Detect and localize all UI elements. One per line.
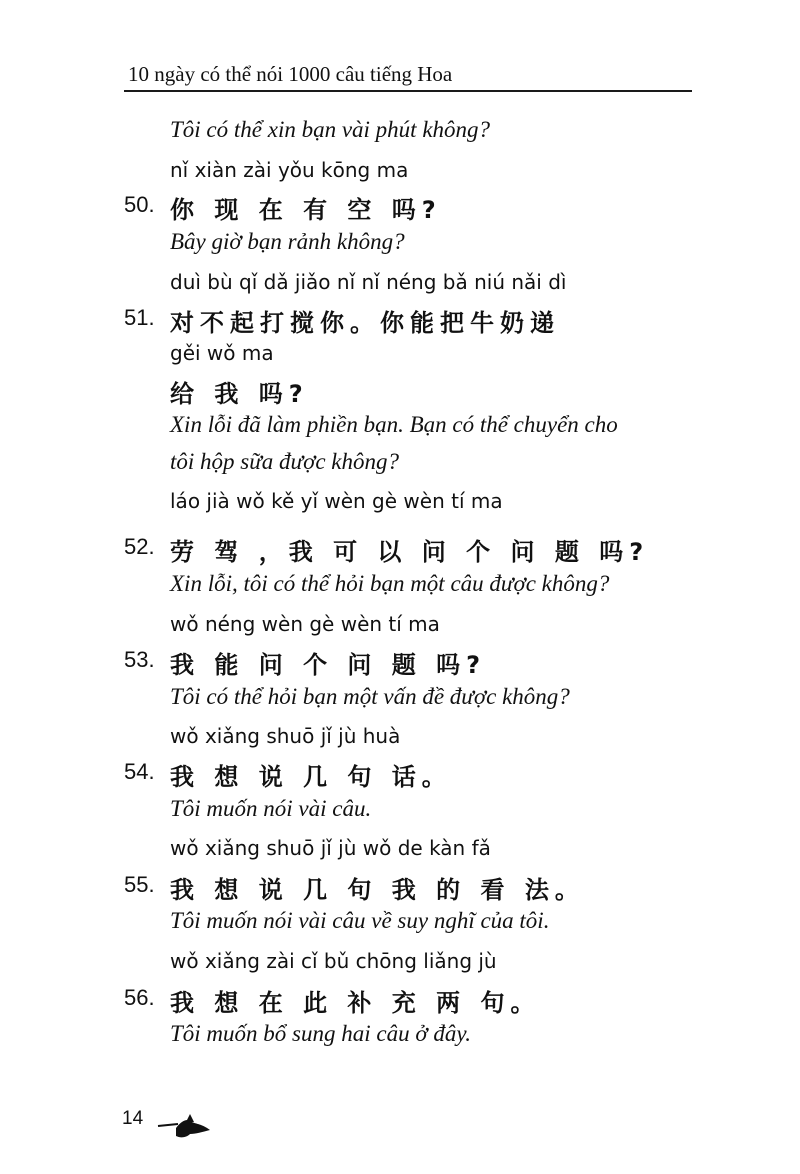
pinyin-line: wǒ xiǎng shuō jǐ jù huà xyxy=(170,724,401,748)
pinyin-line: wǒ néng wèn gè wèn tí ma xyxy=(170,612,440,636)
sentence-number: 54. xyxy=(124,759,155,784)
chinese-line: 我 想 说 几 句 我 的 看 法。 xyxy=(170,876,585,904)
sentence-number: 52. xyxy=(124,534,155,559)
vietnamese-line: Bây giờ bạn rảnh không? xyxy=(170,229,405,254)
header-rule xyxy=(124,90,692,92)
running-header: 10 ngày có thể nói 1000 câu tiếng Hoa xyxy=(128,62,453,86)
vietnamese-line: Tôi muốn nói vài câu. xyxy=(170,796,372,821)
chinese-line: 对不起打搅你。你能把牛奶递 xyxy=(170,309,560,337)
pinyin-line: láo jià wǒ kě yǐ wèn gè wèn tí ma xyxy=(170,489,503,513)
chinese-line: 我 想 说 几 句 话。 xyxy=(170,763,452,791)
sentence-number: 50. xyxy=(124,192,155,217)
vietnamese-line: Tôi có thể xin bạn vài phút không? xyxy=(170,117,491,142)
page-number: 14 xyxy=(122,1108,144,1129)
vietnamese-line: Tôi có thể hỏi bạn một vấn đề được không? xyxy=(170,684,570,709)
vietnamese-line: Xin lỗi đã làm phiền bạn. Bạn có thể chuyển cho xyxy=(170,412,618,437)
sentence-number: 51. xyxy=(124,305,155,330)
pinyin-line: wǒ xiǎng zài cǐ bǔ chōng liǎng jù xyxy=(170,949,497,973)
chinese-line: 给 我 吗? xyxy=(170,380,309,408)
chinese-line: 你 现 在 有 空 吗? xyxy=(170,196,442,224)
chinese-line: 劳 驾 ，我 可 以 问 个 问 题 吗? xyxy=(170,538,650,566)
vietnamese-line: tôi hộp sữa được không? xyxy=(170,449,400,474)
pinyin-line: gěi wǒ ma xyxy=(170,341,274,365)
vietnamese-line: Tôi muốn nói vài câu về suy nghĩ của tôi. xyxy=(170,908,550,933)
pinyin-line: duì bù qǐ dǎ jiǎo nǐ nǐ néng bǎ niú nǎi dì xyxy=(170,270,567,294)
sentence-number: 53. xyxy=(124,647,155,672)
bird-ornament-icon xyxy=(156,1112,216,1142)
pinyin-line: wǒ xiǎng shuō jǐ jù wǒ de kàn fǎ xyxy=(170,836,491,860)
chinese-line: 我 能 问 个 问 题 吗? xyxy=(170,651,487,679)
chinese-line: 我 想 在 此 补 充 两 句。 xyxy=(170,989,541,1017)
sentence-number: 55. xyxy=(124,872,155,897)
pinyin-line: nǐ xiàn zài yǒu kōng ma xyxy=(170,158,409,182)
vietnamese-line: Tôi muốn bổ sung hai câu ở đây. xyxy=(170,1021,472,1046)
vietnamese-line: Xin lỗi, tôi có thể hỏi bạn một câu được không? xyxy=(170,571,610,596)
sentence-number: 56. xyxy=(124,985,155,1010)
